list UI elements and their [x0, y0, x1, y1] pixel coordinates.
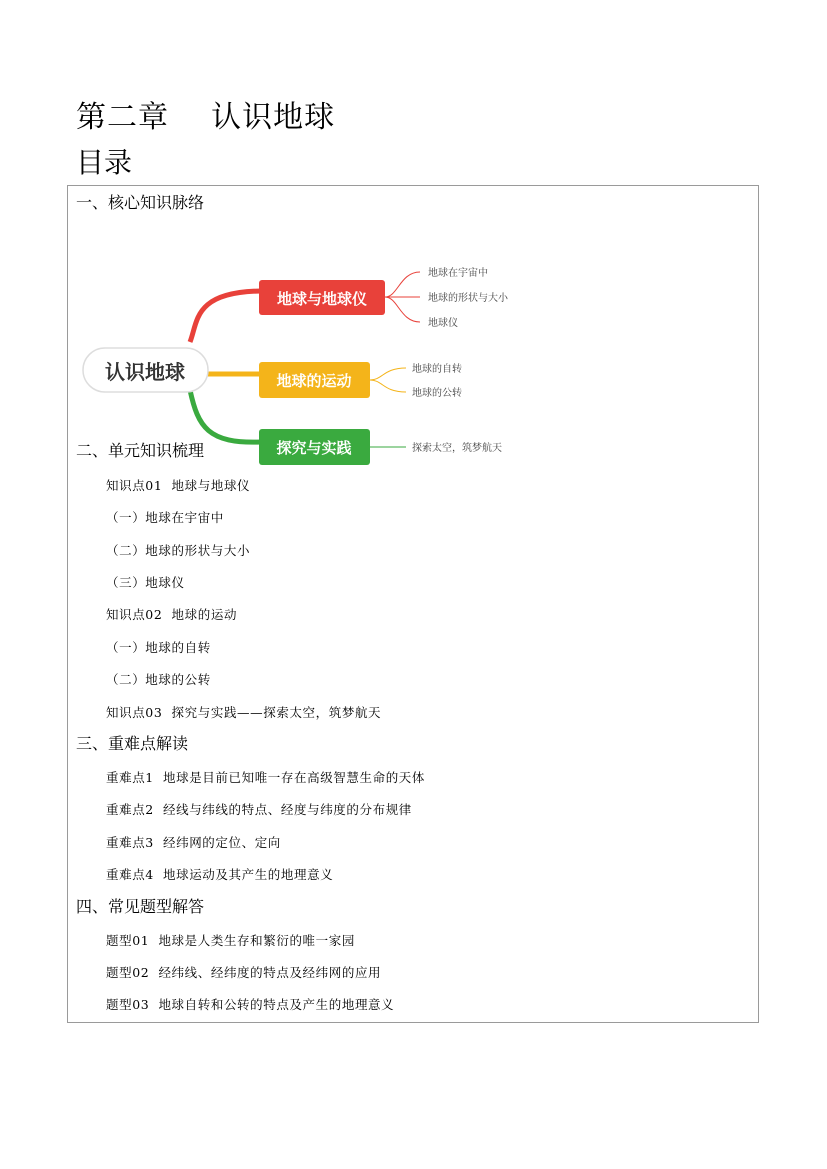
- list-item: （二）地球的形状与大小: [106, 543, 251, 558]
- chapter-title: 第二章 认识地球: [76, 100, 336, 135]
- connector-green: [190, 390, 261, 442]
- list-item: （一）地球在宇宙中: [106, 510, 224, 525]
- leaf-label: 地球在宇宙中: [428, 268, 488, 279]
- list-item: 知识点03 探究与实践——探索太空，筑梦航天: [106, 705, 382, 720]
- list-item: 重难点2 经线与纬线的特点、经度与纬度的分布规律: [106, 802, 412, 817]
- root-label: 认识地球: [105, 360, 185, 384]
- section-heading-knowledge: 二、单元知识梳理: [76, 441, 205, 460]
- leaf-label: 地球的公转: [412, 388, 462, 399]
- list-item: （一）地球的自转: [106, 640, 211, 655]
- toc-title: 目录: [76, 146, 133, 179]
- list-item: 重难点1 地球是目前已知唯一存在高级智慧生命的天体: [106, 770, 426, 785]
- toc-box: [67, 185, 759, 1023]
- branch-label: 地球与地球仪: [276, 290, 368, 308]
- list-item: 重难点4 地球运动及其产生的地理意义: [106, 867, 334, 882]
- leaf-label: 探索太空，筑梦航天: [412, 443, 502, 454]
- list-item: （三）地球仪: [106, 575, 185, 590]
- branch-label: 地球的运动: [276, 372, 352, 390]
- leaf-label: 地球的形状与大小: [428, 293, 508, 304]
- section-heading-core: 一、核心知识脉络: [76, 193, 205, 212]
- leaf-label: 地球的自转: [412, 364, 462, 375]
- leaf-label: 地球仪: [428, 318, 458, 329]
- section-heading-difficulties: 三、重难点解读: [76, 734, 189, 753]
- list-item: 题型02 经纬线、经纬度的特点及经纬网的应用: [106, 965, 382, 980]
- section-heading-question-types: 四、常见题型解答: [76, 897, 205, 916]
- connector-red: [190, 291, 261, 342]
- list-item: 题型01 地球是人类生存和繁衍的唯一家园: [106, 933, 355, 948]
- list-item: 重难点3 经纬网的定位、定向: [106, 835, 281, 850]
- list-item: （二）地球的公转: [106, 672, 211, 687]
- list-item: 题型03 地球自转和公转的特点及产生的地理意义: [106, 997, 395, 1012]
- branch-label: 探究与实践: [276, 439, 352, 457]
- list-item: 知识点02 地球的运动: [106, 607, 238, 622]
- list-item: 知识点01 地球与地球仪: [106, 478, 251, 493]
